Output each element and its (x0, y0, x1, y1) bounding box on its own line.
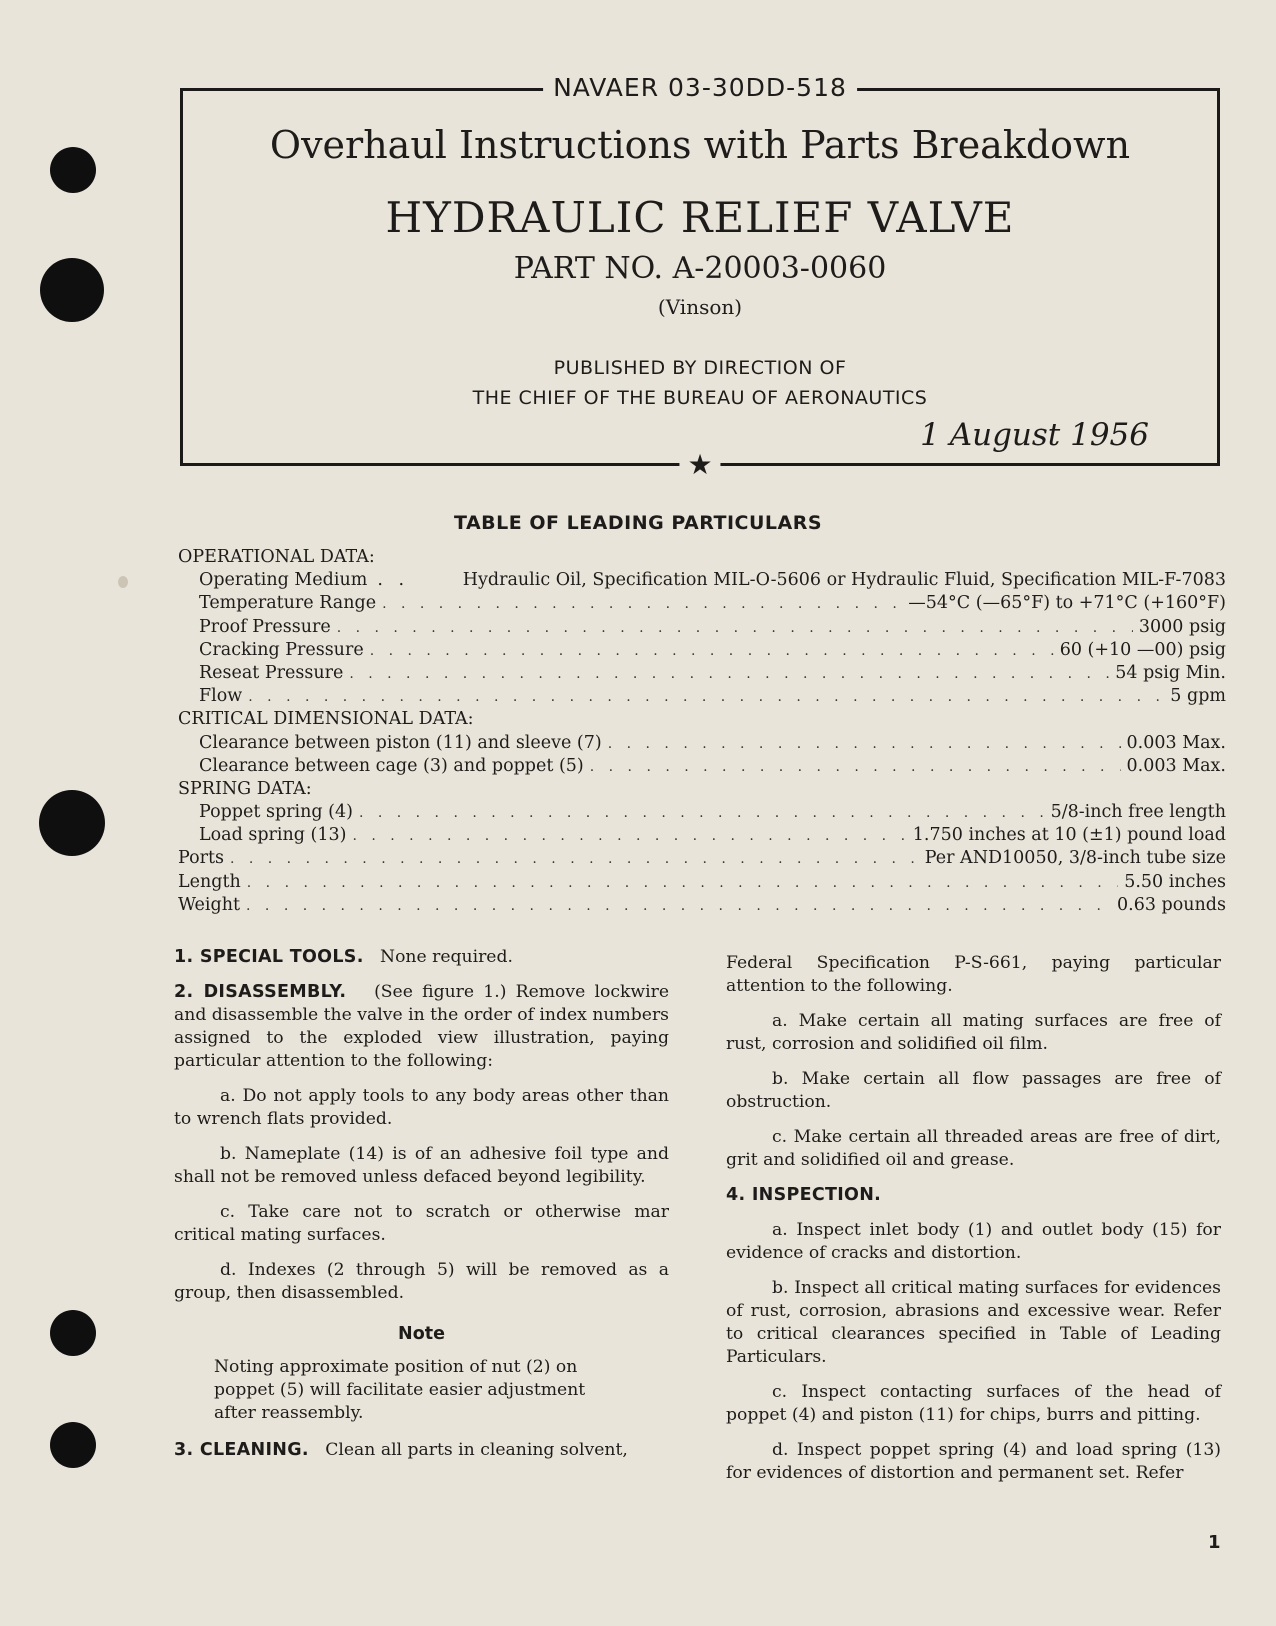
star-icon: ★ (679, 450, 720, 480)
leader-dots (370, 640, 1054, 662)
lp-label: Cracking Pressure (199, 639, 364, 660)
lp-label: Flow (199, 686, 243, 707)
lp-row-operating-medium: Operating Medium . . Hydraulic Oil, Specification MIL-O-5606 or Hydraulic Fluid, Specification MIL-F-7083 (178, 569, 1226, 592)
leader-dots (382, 593, 902, 615)
leader-dots (337, 617, 1133, 639)
leader-dots (230, 848, 919, 870)
lp-label: Clearance between cage (3) and poppet (5) (199, 755, 584, 776)
lp-label: Length (178, 871, 241, 892)
leader-dots (359, 802, 1045, 824)
doc-code: NAVAER 03-30DD-518 (543, 73, 857, 102)
lp-label: Weight (178, 894, 241, 915)
lp-label: Temperature Range (199, 593, 377, 614)
lp-row-length (178, 871, 1226, 894)
lp-value: —54°C (—65°F) to +71°C (+160°F) (908, 593, 1226, 614)
lp-row-weight (178, 894, 1226, 917)
lp-row-flow (178, 685, 1226, 708)
inspection-item-b: b. Inspect all critical mating surfaces for evidences of rust, corrosion, abrasions and excessive wear. Refer to critical clearances specified in Table of Leading Particulars. (726, 1278, 1221, 1367)
body-right-column (726, 952, 1221, 1497)
section-heading: 4. INSPECTION. (726, 1185, 882, 1205)
lp-value: 5/8-inch free length (1050, 802, 1226, 823)
cleaning-item-a: a. Make certain all mating surfaces are free of rust, corrosion and solidified oil film. (726, 1011, 1221, 1054)
lp-value: 0.63 pounds (1117, 894, 1226, 915)
lp-label: Poppet spring (4) (199, 802, 353, 823)
manufacturer: (Vinson) (657, 295, 743, 319)
critical-heading: CRITICAL DIMENSIONAL DATA: (178, 709, 474, 730)
item-title: HYDRAULIC RELIEF VALVE (385, 193, 1015, 242)
lp-label: Operating Medium (199, 570, 368, 591)
main-title: Overhaul Instructions with Parts Breakdown (269, 123, 1131, 167)
note-text: Noting approximate position of nut (2) on poppet (5) will facilitate easier adjustment after reassembly. (214, 1357, 586, 1423)
inspection-item-a: a. Inspect inlet body (1) and outlet body (15) for evidence of cracks and distortion. (726, 1220, 1221, 1263)
lp-row-proof-pressure (178, 616, 1226, 639)
binder-hole-2 (40, 258, 104, 322)
published-line-2: THE CHIEF OF THE BUREAU OF AERONAUTICS (472, 387, 928, 409)
cleaning-continued: Federal Specification P-S-661, paying particular attention to the following. (726, 953, 1221, 996)
inspection-item-c: c. Inspect contacting surfaces of the head of poppet (4) and piston (11) for chips, burrs and pitting. (726, 1382, 1221, 1425)
inspection-item-d: d. Inspect poppet spring (4) and load spring (13) for evidences of distortion and permanent set. Refer (726, 1440, 1221, 1483)
part-number: PART NO. A-20003-0060 (513, 251, 887, 286)
operational-heading: OPERATIONAL DATA: (178, 547, 375, 567)
leader-dots (349, 663, 1109, 685)
lp-value: 3000 psig (1138, 616, 1226, 637)
lp-label: Reseat Pressure (199, 662, 344, 683)
spring-heading: SPRING DATA: (178, 778, 312, 799)
lp-row-ports (178, 847, 1226, 870)
binder-hole-4 (50, 1310, 96, 1356)
leader-dots (608, 733, 1121, 755)
lp-label: Load spring (13) (199, 825, 347, 846)
section-special-tools: 1. SPECIAL TOOLS. None required. (174, 947, 513, 967)
section-heading: 1. SPECIAL TOOLS. (174, 947, 364, 967)
leader-dots (352, 825, 906, 847)
lp-value: 5 gpm (1170, 686, 1226, 707)
leading-particulars-table (178, 546, 1226, 917)
lp-row-poppet-spring (178, 801, 1226, 824)
published-line-1: PUBLISHED BY DIRECTION OF (553, 357, 847, 379)
lp-row-cracking-pressure (178, 639, 1226, 662)
disassembly-item-d: d. Indexes (2 through 5) will be removed as a group, then disassembled. (174, 1260, 669, 1303)
lp-value: 5.50 inches (1124, 871, 1226, 892)
lp-row-cage-clearance (178, 755, 1226, 778)
binder-hole-5 (50, 1422, 96, 1468)
leading-particulars-title: TABLE OF LEADING PARTICULARS (453, 512, 823, 534)
section-inspection (726, 1184, 1221, 1207)
lp-value: 0.003 Max. (1126, 732, 1226, 753)
title-block (180, 73, 1220, 481)
cleaning-item-b: b. Make certain all flow passages are free of obstruction. (726, 1069, 1221, 1112)
lp-value: 1.750 inches at 10 (±1) pound load (912, 825, 1226, 846)
leader-dots (248, 686, 1164, 708)
section-heading: 3. CLEANING. (174, 1440, 309, 1460)
lp-row-load-spring (178, 824, 1226, 847)
section-heading: 2. DISASSEMBLY. (174, 982, 347, 1002)
binder-hole-1 (50, 147, 96, 193)
lp-label: Proof Pressure (199, 616, 331, 637)
lp-row-temperature-range (178, 592, 1226, 615)
page-number: 1 (1208, 1532, 1221, 1553)
lp-value: 60 (+10 —00) psig (1059, 639, 1226, 660)
disassembly-item-a: a. Do not apply tools to any body areas other than to wrench flats provided. (174, 1086, 669, 1129)
section-disassembly: 2. DISASSEMBLY. (See figure 1.) Remove lockwire and disassemble the valve in the order of index numbers assigned to the exploded view illustration, paying particular attention to the following: (174, 982, 669, 1071)
section-cleaning: 3. CLEANING. Clean all parts in cleaning solvent, (174, 1440, 628, 1460)
publication-date: 1 August 1956 (920, 417, 1149, 453)
leader-dots (590, 756, 1121, 778)
disassembly-item-c: c. Take care not to scratch or otherwise mar critical mating surfaces. (174, 1202, 669, 1245)
lp-value: 54 psig Min. (1115, 662, 1226, 683)
cleaning-item-c: c. Make certain all threaded areas are free of dirt, grit and solidified oil and grease. (726, 1127, 1221, 1170)
binder-hole-3 (39, 790, 105, 856)
lp-value: Hydraulic Oil, Specification MIL-O-5606 or Hydraulic Fluid, Specification MIL-F-7083 (462, 570, 1226, 591)
paper-stain (118, 576, 128, 588)
lp-row-piston-clearance (178, 732, 1226, 755)
disassembly-item-b: b. Nameplate (14) is of an adhesive foil type and shall not be removed unless defaced beyond legibility. (174, 1144, 669, 1187)
lp-value: 0.003 Max. (1126, 755, 1226, 776)
lp-label: Clearance between piston (11) and sleeve (7) (199, 732, 602, 753)
note-title: Note (398, 1324, 445, 1344)
body-left-column (174, 946, 669, 1474)
lp-label: Ports (178, 848, 224, 869)
leader-dots (247, 872, 1118, 894)
leader-dots (246, 895, 1111, 917)
lp-row-reseat-pressure (178, 662, 1226, 685)
lp-value: Per AND10050, 3/8-inch tube size (924, 848, 1226, 869)
